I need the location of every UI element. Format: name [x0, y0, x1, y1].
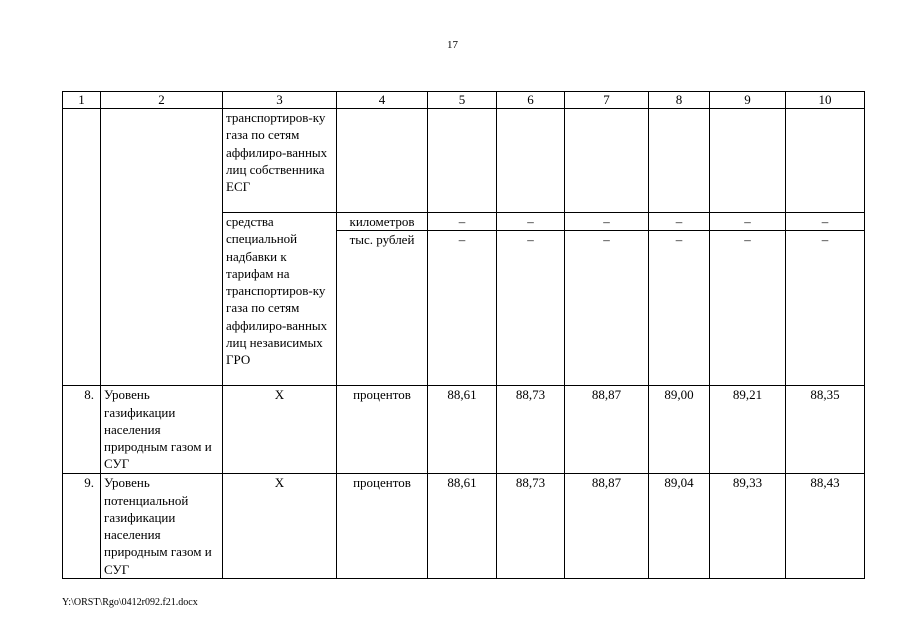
value-cell: –	[565, 231, 649, 386]
value-cell	[428, 109, 497, 213]
header-cell: 6	[497, 92, 565, 109]
header-cell: 7	[565, 92, 649, 109]
table-row	[63, 474, 865, 579]
value-cell: 88,73	[497, 474, 565, 579]
value-cell: 89,00	[649, 386, 710, 474]
header-row	[63, 92, 865, 109]
unit-cell: процентов	[337, 474, 428, 579]
table-row	[63, 109, 865, 213]
indicators-table	[62, 91, 865, 579]
row-number-cell: 9.	[63, 474, 101, 579]
value-cell: –	[565, 213, 649, 231]
description-cell: транспортиров-ку газа по сетям аффилиро-ванных лиц собственника ЕСГ	[223, 109, 337, 213]
header-cell: 1	[63, 92, 101, 109]
table-row	[63, 386, 865, 474]
indicator-name-cell: Уровень потенциальной газификации населения природным газом и СУГ	[101, 474, 223, 579]
header-cell: 4	[337, 92, 428, 109]
value-cell: –	[497, 231, 565, 386]
value-cell: 88,35	[786, 386, 865, 474]
value-cell: 88,61	[428, 386, 497, 474]
value-cell: –	[786, 231, 865, 386]
indicator-name-cell	[101, 109, 223, 386]
value-cell	[786, 109, 865, 213]
value-cell: –	[428, 213, 497, 231]
value-cell: –	[497, 213, 565, 231]
value-cell: 88,87	[565, 474, 649, 579]
row-number-cell	[63, 109, 101, 386]
value-cell: –	[649, 213, 710, 231]
value-cell: –	[428, 231, 497, 386]
unit-cell: тыс. рублей	[337, 231, 428, 386]
row-number-cell: 8.	[63, 386, 101, 474]
header-cell: 8	[649, 92, 710, 109]
description-cell: средства специальной надбавки к тарифам на транспортиров-ку газа по сетям аффилиро-ванных лиц независимых ГРО	[223, 213, 337, 386]
description-cell: Х	[223, 474, 337, 579]
value-cell: –	[710, 213, 786, 231]
value-cell	[565, 109, 649, 213]
unit-cell: километров	[337, 213, 428, 231]
value-cell: 89,21	[710, 386, 786, 474]
page-number: 17	[447, 39, 458, 51]
header-cell: 10	[786, 92, 865, 109]
value-cell: 88,43	[786, 474, 865, 579]
header-cell: 2	[101, 92, 223, 109]
unit-cell: процентов	[337, 386, 428, 474]
value-cell	[710, 109, 786, 213]
header-cell: 5	[428, 92, 497, 109]
footer-file-path: Y:\ORST\Rgo\0412r092.f21.docx	[62, 597, 198, 608]
value-cell: 89,04	[649, 474, 710, 579]
value-cell: –	[649, 231, 710, 386]
value-cell: 88,87	[565, 386, 649, 474]
value-cell: 88,61	[428, 474, 497, 579]
value-cell: –	[710, 231, 786, 386]
header-cell: 9	[710, 92, 786, 109]
value-cell: –	[786, 213, 865, 231]
value-cell: 89,33	[710, 474, 786, 579]
header-cell: 3	[223, 92, 337, 109]
description-cell: Х	[223, 386, 337, 474]
value-cell	[649, 109, 710, 213]
unit-cell	[337, 109, 428, 213]
value-cell	[497, 109, 565, 213]
indicator-name-cell: Уровень газификации населения природным газом и СУГ	[101, 386, 223, 474]
value-cell: 88,73	[497, 386, 565, 474]
